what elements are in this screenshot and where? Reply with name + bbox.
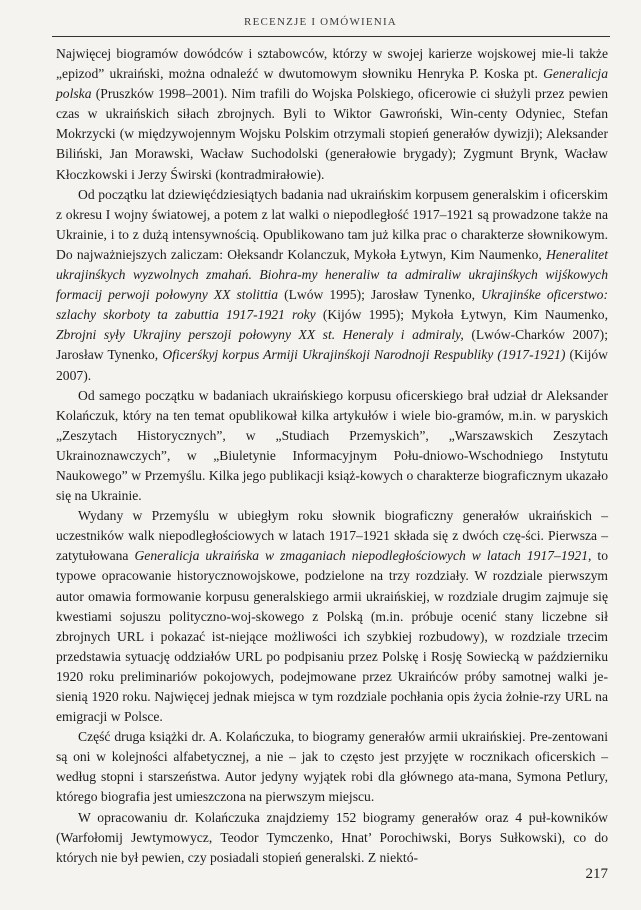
text-run: (Kijów 1995); Mykoła Łytwyn, Kim Naumenko, bbox=[315, 307, 608, 323]
running-head: RECENZJE I OMÓWIENIA bbox=[244, 16, 397, 28]
text-run: , to typowe opracowanie historycznowojskowe, podzielone na trzy rozdziały. W rozdziale pierwszym autor omawia formowanie korpusu generalskiego armii ukraińskiej, w rozdziale drugim zajmuje się kwestiami sojuszu polityczno-woj-skowego z Polską (m.in. próbuje ocenić stany liczebne sił zbrojnych URL i pokazać ist-niejące możliwości ich szybkiej rozbudowy), w rozdziale trzecim przedstawia sytuację oddziałów URL po podpisaniu przez Polskę i Rosję Sowiecką w październiku 1920 roku preliminariów pokojowych, podejmowane przez Ukraińców próby samotnej walki je-sienią 1920 roku. Najwięcej jednak miejsca w tym rozdziale pochłania opis życia żołnie-rzy URL na emigracji w Polsce. bbox=[56, 548, 609, 725]
paragraph bbox=[56, 727, 608, 807]
text-run: (Kijów 2007). bbox=[56, 347, 608, 383]
paragraph bbox=[56, 185, 608, 386]
paragraph bbox=[56, 44, 608, 185]
text-run: W opracowaniu dr. Kolańczuka znajdziemy 152 biogramy generałów oraz 4 puł-kowników (Warfołomij Jewtymowycz, Teodor Tymczenko, Hnat’ Porochiwski, Borys Sułkowski), co do których nie był pewien, czy posiadali stopień generalski. Z niektó- bbox=[56, 809, 608, 865]
italic-title: Generalicja polska bbox=[56, 66, 608, 102]
text-run: Wydany w Przemyślu w ubiegłym roku słownik biograficzny generałów ukraińskich – uczestników walk niepodległościowych w latach 1917–1921 składa się z dwóch czę-ści. Pierwsza – zatytułowana bbox=[56, 508, 608, 564]
italic-title: Ukrajinśke oficerstwo: szlachy skorboty ta zabuttia 1917-1921 roky bbox=[56, 287, 608, 323]
italic-title: Zbrojni syły Ukrajiny perszoji połowyny XX st. Heneraly i admiraly, bbox=[56, 327, 464, 343]
italic-title: Generalicja ukraińska w zmaganiach niepodległościowych w latach 1917–1921 bbox=[134, 548, 589, 564]
text-run: (Lwów 1995); Jarosław Tynenko, bbox=[278, 287, 482, 303]
paragraph bbox=[56, 808, 608, 868]
text-run: Od samego początku w badaniach ukraińskiego korpusu oficerskiego brał udział dr Aleksander Kolańczuk, który na ten temat opublikował kilka artykułów i wiele bio-gramów, m.in. w paryskich „Zeszytach Historycznych”, w „Studiach Przemyskich”, „Warszawskich Zeszytach Ukrainoznawczych”, w „Biuletynie Informacyjnym Połu-dniowo-Wschodniego Instytutu Naukowego” w Przemyślu. Kilka jego publikacji książ-kowych o charakterze biograficznym ukazało się na Ukrainie. bbox=[56, 387, 608, 504]
article-body bbox=[56, 44, 608, 868]
text-run: (Lwów-Charków 2007); Jarosław Tynenko, bbox=[56, 327, 608, 363]
text-run: Od początku lat dziewięćdziesiątych badania nad ukraińskim korpusem generalskim i oficerskim z okresu I wojny światowej, a potem z lat walki o niepodległość 1917–1921 są prowadzone także na Ukrainie, i to z dużą intensywnością. Opublikowano tam już kilka prac o charakterze słownikowym. Do najważniejszych zaliczam: Ołeksandr Kolanczuk, Mykoła Łytwyn, Kim Naumenko, bbox=[56, 186, 608, 262]
italic-title: Heneralitet ukrajinśkych wyzwolnych zmahań. Biohra-my heneraliw ta admiraliw ukrajinśkych wijśkowych formacij perwoji połowyny XX stolittia bbox=[56, 246, 608, 303]
header-rule bbox=[52, 36, 610, 37]
italic-title: Oficerśkyj korpus Armiji Ukrajinśkoji Narodnoji Respubliky (1917-1921) bbox=[162, 347, 566, 363]
page-number: 217 bbox=[585, 866, 608, 882]
text-run: Część druga książki dr. A. Kolańczuka, to biogramy generałów armii ukraińskiej. Pre-zentowani są oni w kolejności alfabetycznej, a nie – jak to często jest przyjęte w rocznikach oficerskich – według stopni i starszeństwa. Autor jedyny wyjątek robi dla głównego ata-mana, Symona Petlury, którego biografia jest umieszczona na pierwszym miejscu. bbox=[56, 729, 608, 805]
text-run: Najwięcej biogramów dowódców i sztabowców, którzy w swojej karierze wojskowej mie-li także „epizod” ukraiński, można odnaleźć w dwutomowym słowniku Henryka P. Koska pt. bbox=[56, 46, 608, 82]
paragraph bbox=[56, 506, 608, 727]
paragraph bbox=[56, 386, 608, 507]
text-run: (Pruszków 1998–2001). Nim trafili do Wojska Polskiego, oficerowie ci służyli przez pewien czas w ukraińskich siłach zbrojnych. Byli to Wiktor Gawroński, Win-centy Odyniec, Stefan Mokrzycki (w międzywojennym Wojsku Polskim otrzymali stopień generałów dywizji); Aleksander Biliński, Jan Morawski, Wacław Suchodolski (generałowie brygady); Zygmunt Brynk, Wacław Kłoczkowski i Jerzy Świrski (kontradmirałowie). bbox=[56, 86, 608, 182]
